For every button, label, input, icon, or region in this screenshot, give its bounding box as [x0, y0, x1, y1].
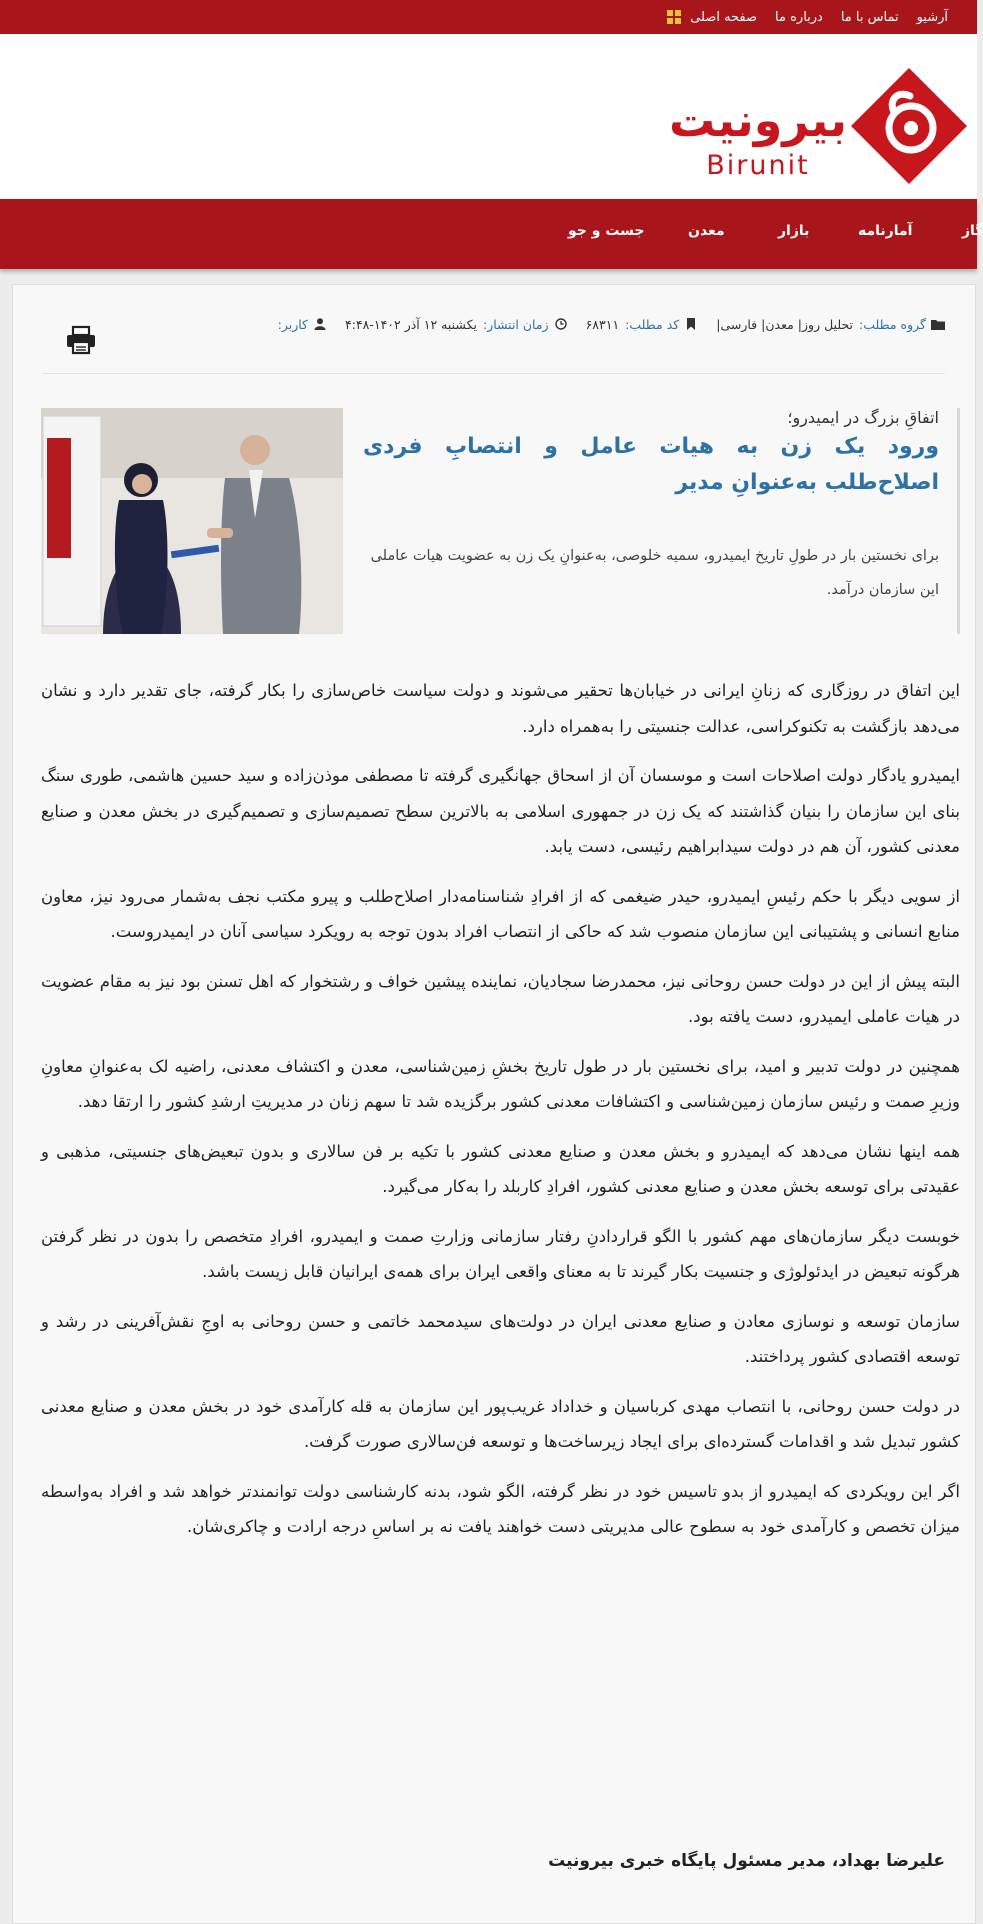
main-nav-gas[interactable]: گاز	[962, 223, 983, 239]
code-label: کد مطلب:	[625, 316, 680, 332]
top-bar	[0, 0, 977, 34]
date-value: یکشنبه ۱۲ آذر ۱۴۰۲-۴:۴۸	[345, 316, 477, 332]
user-icon	[313, 318, 327, 330]
article-paragraph: خوبست دیگر سازمان‌های مهم کشور با الگو قراردادنِ رفتار سازمانی وزارتِ صمت و ایمیدرو، افرادِ متخصص را بدون در نظر گرفتن هرگونه تبعیض در ایدئولوژی و جنسیت بکار گیرند تا به معنای واقعی ایران برای همه‌ی ایرانیان قابل زیست باشد.	[41, 1226, 960, 1281]
article-body	[41, 673, 960, 1559]
article-paragraph: سازمان توسعه و نوسازی معادن و صنایع معدنی ایران در دولت‌های سیدمحمد خاتمی و حسن روحانی به اوجِ نقش‌آفرینی در رشد و توسعه اقتصادی کشور پرداختند.	[41, 1311, 960, 1366]
logo-text-fa: بیرونیت	[668, 93, 848, 147]
article-card	[12, 284, 976, 1924]
logo-text-en: Birunit	[706, 150, 810, 181]
article-meta	[272, 311, 945, 337]
article-paragraph: البته پیش از این در دولت حسن روحانی نیز، محمدرضا سجادیان، نماینده پیشین خواف و رشتخوار که اهل تسنن بود نیز به مقام عضویت در هیات عاملی ایمیدرو، دست یافته بود.	[41, 971, 960, 1026]
main-nav-mining[interactable]: معدن	[688, 223, 725, 239]
article-headline: ورود یک زن به هیات عامل و انتصابِ فردی اصلاح‌طلب به‌عنوانِ مدیر	[363, 434, 939, 495]
grid-menu-icon[interactable]	[667, 10, 681, 24]
top-nav	[657, 0, 957, 34]
main-nav-statistics[interactable]: آمارنامه	[858, 223, 913, 239]
code-value: ۶۸۳۱۱	[585, 316, 620, 332]
article-paragraph: در دولت حسن روحانی، با انتصاب مهدی کرباسیان و خداداد غریب‌پور این سازمان به قله کارآمدی خود در بخش معدن و صنایع معدنی کشور تبدیل شد و اقدامات گسترده‌ای برای ایجاد زیرساخت‌ها و توسعه فن‌سالاری صورت گرفت.	[41, 1396, 960, 1451]
date-label: زمان انتشار:	[482, 316, 549, 332]
article-paragraph: از سویی دیگر با حکم رئیسِ ایمیدرو، حیدر ضیغمی که از افرادِ شناسنامه‌دار اصلاح‌طلب و پیرو مکتب نجف به‌شمار می‌رود نیز، معاون منابع انسانی و پشتیبانی این سازمان منصوب شد که حاکی از انتصاب افراد بدون توجه به رویکرد سیاسی آنان در ایمیدروست.	[41, 886, 960, 941]
article-paragraph: ایمیدرو یادگار دولت اصلاحات است و موسسان آن از اسحاق جهانگیری گرفته تا مصطفی موذن‌زاده و سید حسین هاشمی، طوری سنگ بنای این سازمان را بنیان گذاشتند که یک زن در جمهوری اسلامی به بالاترین سطح تصمیم‌سازی و تصمیم‌گیری در بخش معدن و صنایع معدنی کشور، آن هم در دولت سیدابراهیم رئیسی، دست یابد.	[41, 766, 960, 856]
clock-icon	[554, 318, 568, 330]
group-label: گروه مطلب:	[859, 316, 926, 332]
lead-box	[363, 408, 960, 634]
top-nav-contact[interactable]: تماس با ما	[840, 9, 899, 25]
site-header	[0, 34, 977, 199]
main-nav-search[interactable]: جست و جو	[568, 223, 645, 239]
top-nav-about[interactable]: درباره ما	[775, 9, 823, 25]
site-logo[interactable]	[662, 66, 972, 186]
user-label: کاربر:	[277, 316, 308, 332]
article-kicker: اتفاقِ بزرگ در ایمیدرو؛	[787, 408, 939, 427]
article-signature: علیرضا بهداد، مدیر مسئول پایگاه خبری بیرونیت	[548, 1851, 945, 1871]
meta-divider	[43, 373, 945, 374]
bookmark-icon	[684, 318, 698, 330]
main-nav-market[interactable]: بازار	[778, 223, 810, 239]
article-paragraph: همه اینها نشان می‌دهد که ایمیدرو و بخش معدن و صنایع معدنی کشور با تکیه بر فن سالاری و بدون تبعیض‌های جنسیتی، مذهبی و عقیدتی برای توسعه بخش معدن و صنایع معدنی کشور، افرادِ کاربلد را به‌کار می‌گیرد.	[41, 1141, 960, 1196]
article-paragraph: همچنین در دولت تدبیر و امید، برای نخستین بار در طول تاریخ بخشِ زمین‌شناسی، معدن و اکتشاف معدنی، راضیه لک به‌عنوانِ معاونِ وزیرِ صمت و رئیس سازمان زمین‌شناسی و اکتشافات معدنی کشور برگزیده شد تا سهم زنان در مدیریتِ ارشدِ کشور را ارتقا دهد.	[41, 1056, 960, 1111]
article-lead: برای نخستین بار در طولِ تاریخ ایمیدرو، سمیه خلوصی، به‌عنوانِ یک زن به عضویت هیات عاملی این سازمان درآمد.	[370, 548, 939, 598]
group-value[interactable]: تحلیل روز| معدن| فارسی|	[716, 316, 854, 332]
top-nav-archive[interactable]: آرشیو	[916, 9, 948, 25]
article-paragraph: این اتفاق در روزگاری که زنانِ ایرانی در خیابان‌ها تحقیر می‌شوند و دولت سیاست خاص‌سازی را بکار گرفته، جای تقدیر دارد و نشان می‌دهد بازگشت به تکنوکراسی، عدالت جنسیتی را به‌همراه دارد.	[41, 681, 960, 736]
feature-image[interactable]	[41, 408, 343, 634]
main-nav	[0, 199, 983, 269]
article-paragraph: اگر این رویکردی که ایمیدرو از بدو تاسیس خود در نظر گرفته، الگو شود، بدنه کارشناسی دولت توانمندتر خواهد شد و افراد به‌واسطه میزان تخصص و کارآمدی خود به سطوح عالی مدیریتی دست خواهند یافت نه بر اساسِ درجه ارادت و چاکری‌شان.	[41, 1481, 960, 1536]
print-icon[interactable]	[65, 325, 97, 355]
top-nav-home[interactable]: صفحه اصلی	[690, 9, 758, 25]
folder-icon	[931, 318, 945, 330]
